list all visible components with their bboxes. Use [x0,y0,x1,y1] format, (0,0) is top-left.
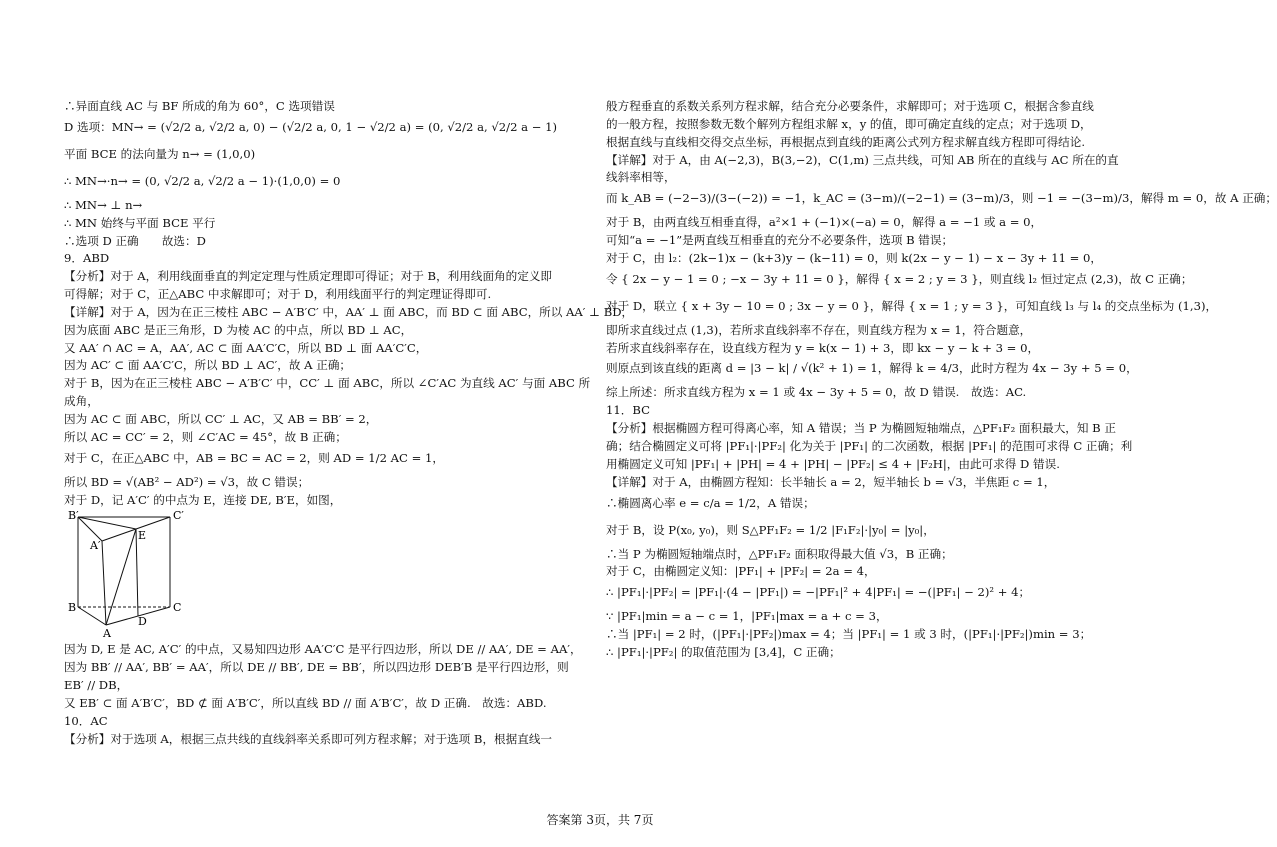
text-line: ∴ MN→ ⊥ n→ [64,197,143,212]
text-line: 又 AA′ ∩ AC = A，AA′, AC ⊂ 面 AA′C′C，所以 BD ⊥ 面 AA′C′C， [64,340,428,355]
text-line: 对于 C，在正△ABC 中，AB = BC = AC = 2，则 AD = 1/2 AC = 1， [64,450,444,465]
text-line: 的一般方程，按照参数无数个解列方程组求解 x，y 的值，即可确定直线的定点；对于选项 D， [606,116,1092,131]
text-line: 根据直线与直线相交得交点坐标，再根据点到直线的距离公式列方程求解直线方程即可得结论. [606,134,1086,149]
text-line: 所以 BD = √(AB² − AD²) = √3，故 C 错误； [64,474,310,489]
text-line: ∵ |PF₁|min = a − c = 1，|PF₁|max = a + c = 3， [606,609,888,624]
text-line: 因为底面 ABC 是正三角形，D 为棱 AC 的中点，所以 BD ⊥ AC， [64,322,413,337]
text-line: 则原点到该直线的距离 d = |3 − k| / √(k² + 1) = 1，解得 k = 4/3，此时方程为 4x − 3y + 5 = 0， [606,361,1138,376]
text-line: 因为 BB′ // AA′, BB′ = AA′，所以 DE // BB′, DE = BB′，所以四边形 DEB′B 是平行四边形，则 [64,660,569,675]
text-line: 【分析】根据椭圆方程可得离心率，知 A 错误；当 P 为椭圆短轴端点，△PF₁F₂ 面积最大，知 B 正 [606,421,1116,436]
label-d: D [138,615,147,629]
text-line: 对于 B，由两直线互相垂直得，a²×1 + (−1)×(−a) = 0，解得 a = −1 或 a = 0， [606,215,1043,230]
text-line: 即所求直线过点 (1,3)，若所求直线斜率不存在，则直线方程为 x = 1，符合题意， [606,322,1032,337]
text-line: 对于 D，联立 { x + 3y − 10 = 0 ; 3x − y = 0 }，解得 { x = 1 ; y = 3 }，可知直线 l₃ 与 l₄ 的交点坐标为 (1,3)， [606,298,1218,313]
label-c: C [173,601,182,615]
text-line: ∴当 |PF₁| = 2 时，(|PF₁|·|PF₂|)max = 4；当 |PF₁| = 1 或 3 时，(|PF₁|·|PF₂|)min = 3； [606,627,1092,642]
text-line: D 选项：MN→ = (√2/2 a, √2/2 a, 0) − (√2/2 a, 0, 1 − √2/2 a) = (0, √2/2 a, √2/2 a − 1) [64,119,558,134]
prism-figure [66,511,196,639]
label-e: E [138,529,147,543]
text-line: 对于 C，由椭圆定义知：|PF₁| + |PF₂| = 2a = 4， [606,564,876,579]
text-line: 又 EB′ ⊂ 面 A′B′C′，BD ⊄ 面 A′B′C′，所以直线 BD // 面 A′B′C′，故 D 正确. 故选：ABD. [64,695,547,710]
text-line: 【详解】对于 A，由椭圆方程知：长半轴长 a = 2，短半轴长 b = √3，半焦距 c = 1， [606,474,1056,489]
text-line: 对于 C，由 l₂：(2k−1)x − (k+3)y − (k−11) = 0，则 k(2x − y − 1) − x − 3y + 11 = 0， [606,250,1103,265]
text-line: 用椭圆定义可知 |PF₁| + |PH| = 4 + |PH| − |PF₂| ≤ 4 + |F₂H|，由此可求得 D 错误. [606,456,1060,471]
text-line: ∴选项 D 正确 故选：D [64,233,206,248]
label-a-prime: A′ [90,539,101,553]
text-line: ∴椭圆离心率 e = c/a = 1/2，A 错误； [606,495,815,510]
question-number: 10．AC [64,713,108,728]
text-line: 所以 AC = CC′ = 2，则 ∠C′AC = 45°，故 B 正确； [64,429,347,444]
text-line: 【分析】对于 A，利用线面垂直的判定定理与性质定理即可得证；对于 B，利用线面角的定义即 [64,269,553,284]
text-line: 若所求直线斜率存在，设直线方程为 y = k(x − 1) + 3，即 kx − y − k + 3 = 0， [606,340,1040,355]
text-line: ∴ MN→·n→ = (0, √2/2 a, √2/2 a − 1)·(1,0,0) = 0 [64,173,341,188]
text-line: 对于 B，设 P(x₀, y₀)，则 S△PF₁F₂ = 1/2 |F₁F₂|·|y₀| = |y₀|， [606,522,935,537]
text-line: EB′ // DB， [64,678,129,693]
text-line: 因为 AC ⊂ 面 ABC，所以 CC′ ⊥ AC，又 AB = BB′ = 2， [64,411,378,426]
text-line: 可知“a = −1”是两直线互相垂直的充分不必要条件，选项 B 错误； [606,233,954,248]
text-line: ∴ MN 始终与平面 BCE 平行 [64,215,216,230]
text-line: ∴异面直线 AC 与 BF 所成的角为 60°，C 选项错误 [64,99,335,113]
text-line: 因为 D, E 是 AC, A′C′ 的中点，又易知四边形 AA′C′C 是平行四边形，所以 DE // AA′, DE = AA′， [64,642,582,657]
text-line: 确；结合椭圆定义可将 |PF₁|·|PF₂| 化为关于 |PF₁| 的二次函数，根据 |PF₁| 的范围可求得 C 正确；利 [606,438,1133,453]
question-number: 11．BC [606,403,650,418]
text-line: 因为 AC′ ⊂ 面 AA′C′C，所以 BD ⊥ AC′，故 A 正确； [64,358,352,373]
text-line: 综上所述：所求直线方程为 x = 1 或 4x − 3y + 5 = 0，故 D 错误. 故选：AC. [606,385,1027,400]
label-b: B [68,601,77,615]
text-line: 令 { 2x − y − 1 = 0 ; −x − 3y + 11 = 0 }，解得 { x = 2 ; y = 3 }，则直线 l₂ 恒过定点 (2,3)，故 C 正确； [606,271,1193,286]
text-line: 平面 BCE 的法向量为 n→ = (1,0,0) [64,146,256,161]
text-line: 可得解；对于 C，正△ABC 中求解即可；对于 D，利用线面平行的判定理证得即可. [64,287,492,302]
text-line: 而 k_AB = (−2−3)/(3−(−2)) = −1，k_AC = (3−m)/(−2−1) = (3−m)/3，则 −1 = −(3−m)/3，解得 m = 0，故 A 正确； [606,191,1277,206]
text-line: 【详解】对于 A，由 A(−2,3)，B(3,−2)，C(1,m) 三点共线，可知 AB 所在的直线与 AC 所在的直 [606,152,1119,167]
text-line: 对于 D，记 A′C′ 的中点为 E，连接 DE, B′E，如图， [64,492,342,507]
page-footer: 答案第 3页，共 7页 [546,813,654,827]
text-line: 般方程垂直的系数关系列方程求解，结合充分必要条件，求解即可；对于选项 C，根据含参直线 [606,99,1094,113]
text-line: 成角， [64,394,99,409]
text-line: ∴ |PF₁|·|PF₂| 的取值范围为 [3,4]，C 正确； [606,644,841,659]
label-b-prime: B′ [68,509,79,523]
text-line: 线斜率相等， [606,170,676,185]
label-a: A [103,627,111,641]
text-line: 【分析】对于选项 A，根据三点共线的直线斜率关系即可列方程求解；对于选项 B，根据直线一 [64,731,553,746]
text-line: ∴ |PF₁|·|PF₂| = |PF₁|·(4 − |PF₁|) = −|PF₁|² + 4|PF₁| = −(|PF₁| − 2)² + 4； [606,585,1031,600]
right-column [606,98,1277,662]
text-line: 对于 B，因为在正三棱柱 ABC − A′B′C′ 中，CC′ ⊥ 面 ABC，所以 ∠C′AC 为直线 AC′ 与面 ABC 所 [64,376,591,391]
text-line: ∴当 P 为椭圆短轴端点时，△PF₁F₂ 面积取得最大值 √3，B 正确； [606,546,953,561]
question-number: 9．ABD [64,251,110,266]
label-c-prime: C′ [173,509,184,523]
text-line: 【详解】对于 A，因为在正三棱柱 ABC − A′B′C′ 中，AA′ ⊥ 面 ABC，而 BD ⊂ 面 ABC，所以 AA′ ⊥ BD， [64,304,634,319]
